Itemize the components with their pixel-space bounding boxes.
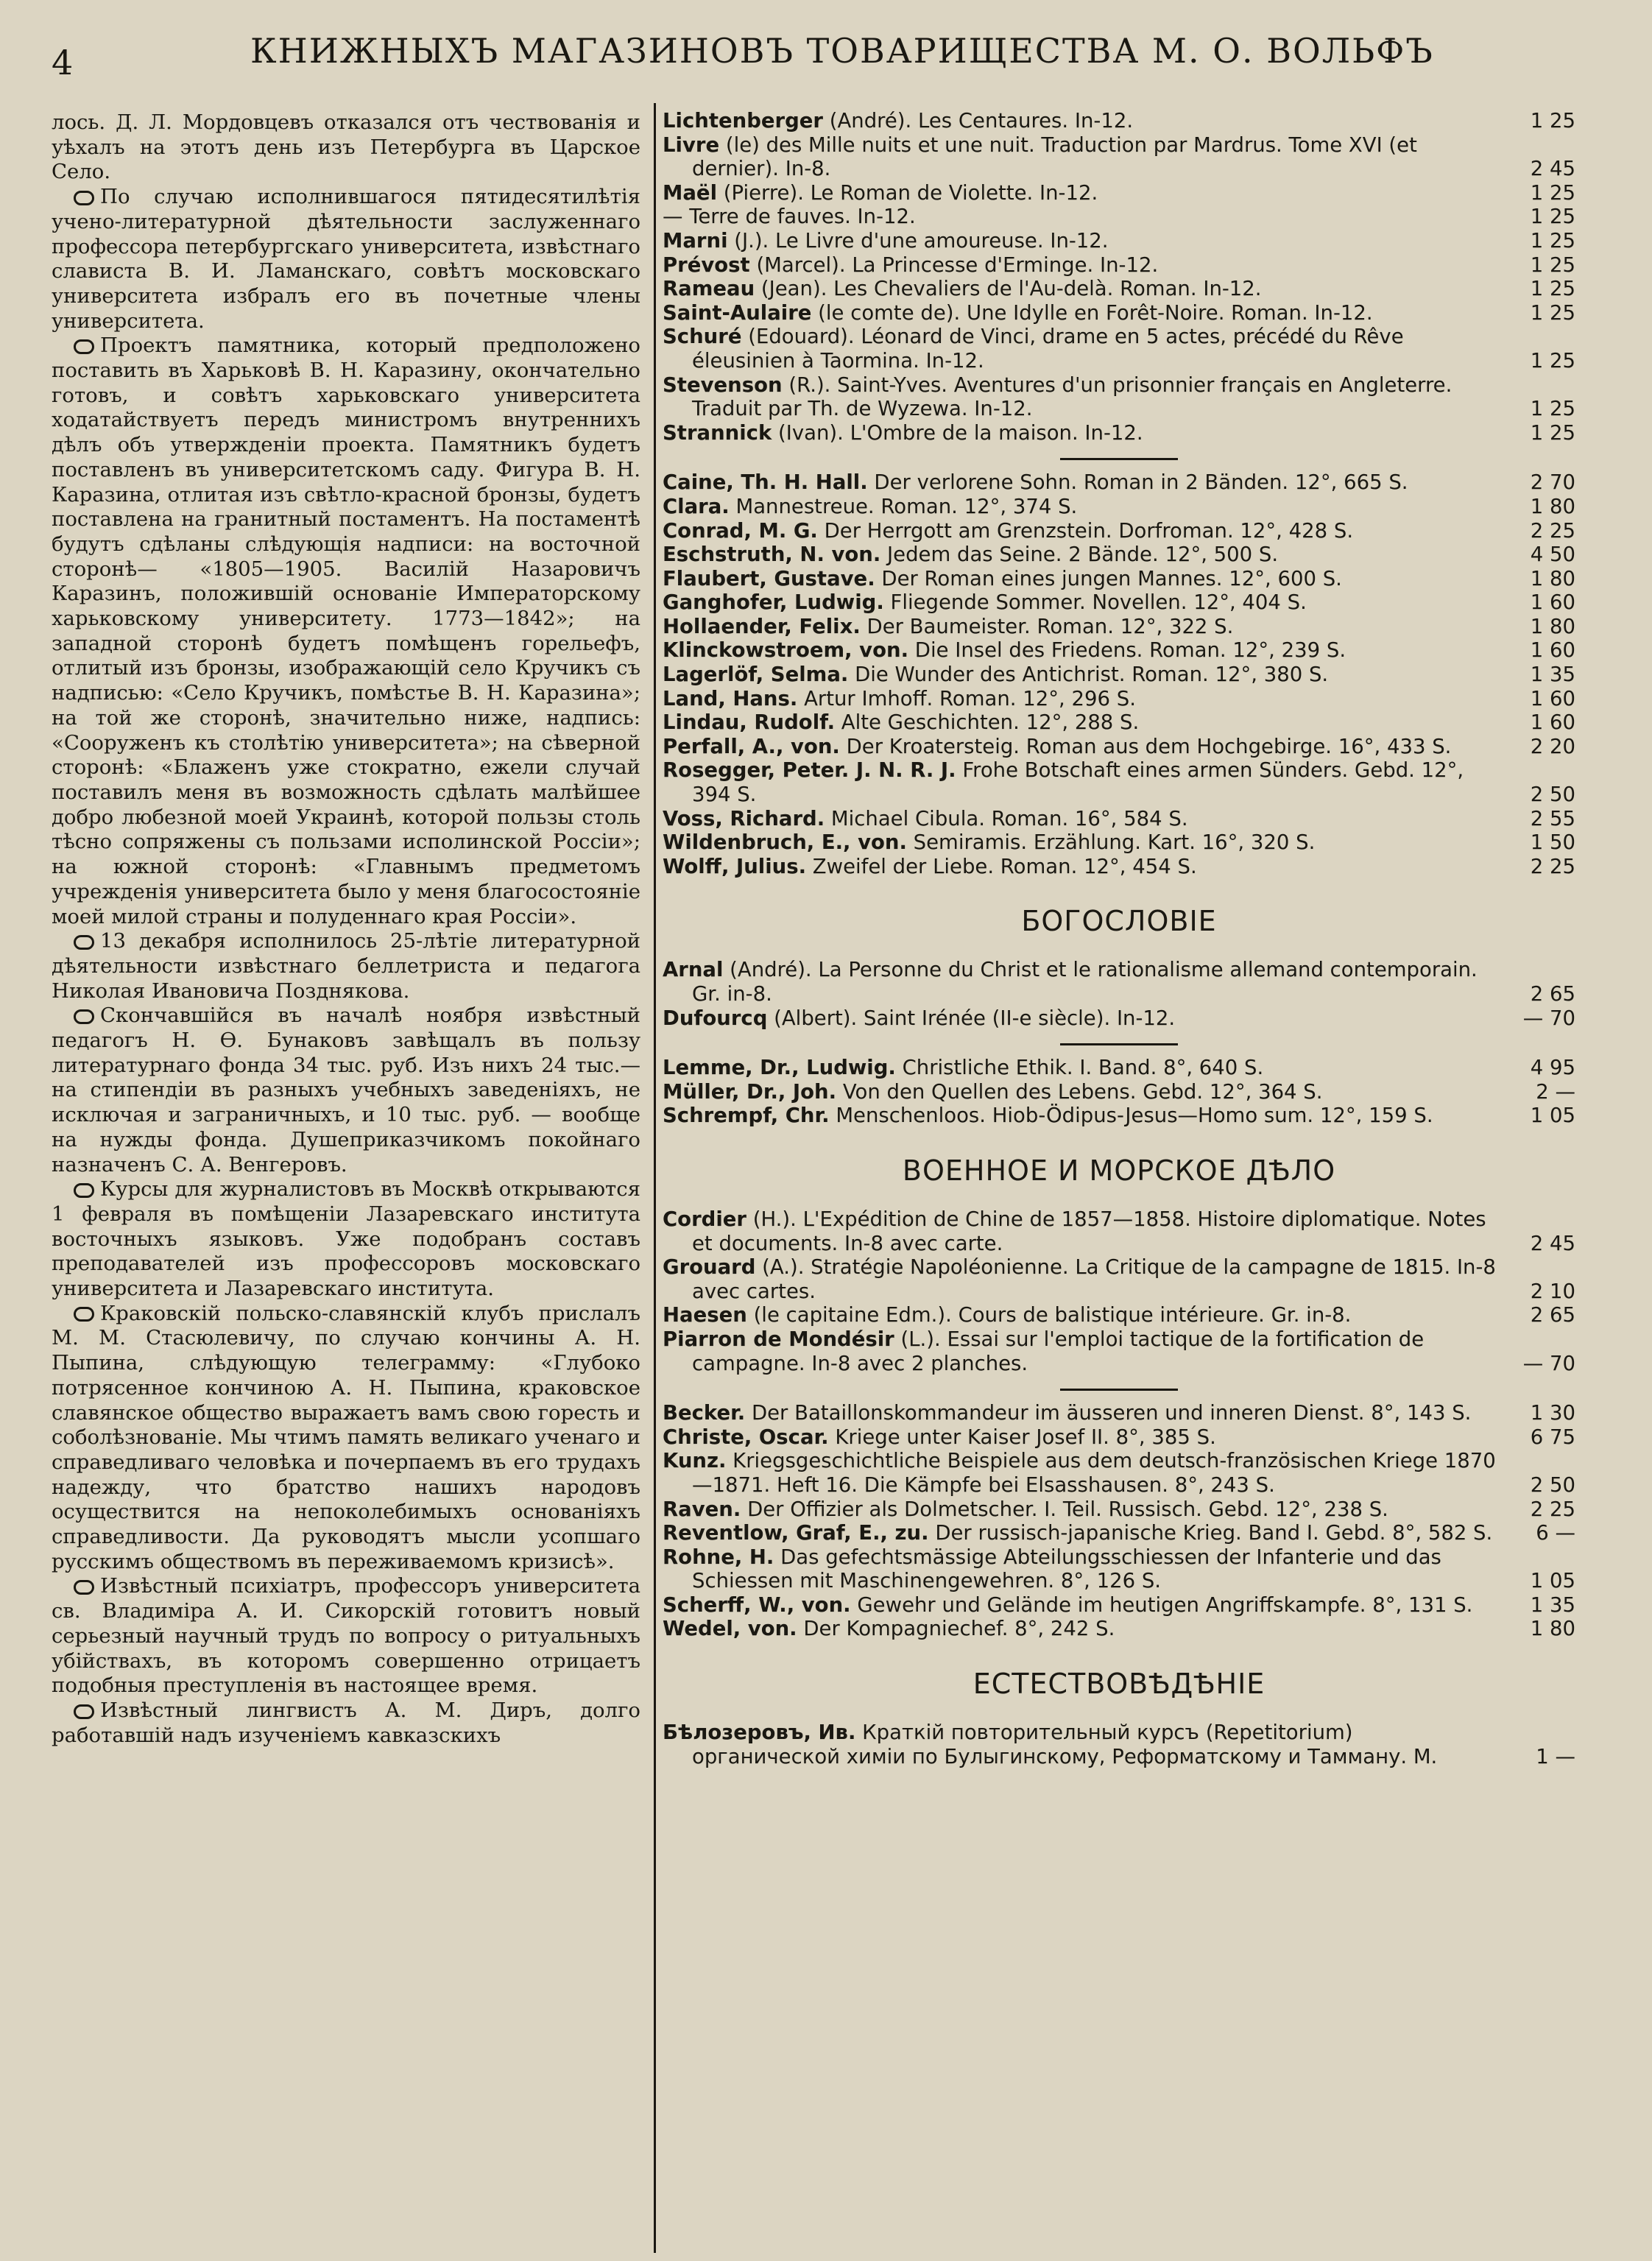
section-heading: БОГОСЛОВІЕ — [1021, 905, 1217, 938]
entry-author: Lichtenberger — [663, 109, 823, 133]
entry-author: Flaubert, Gustave. — [663, 566, 875, 590]
entry-text — [663, 1303, 1575, 1327]
entry-author: Schrempf, Chr. — [663, 1104, 830, 1128]
news-column — [52, 110, 640, 1748]
entry-title: (le) des Mille nuits et une nuit. Traduction par Mardrus. Tome XVI (et dernier). In-8. — [692, 133, 1417, 181]
paragraph-text: лось. Д. Л. Мордовцевъ отказался отъ чествованія и уѣхалъ на этотъ день изъ Петербурга въ Царское Село. — [52, 110, 640, 184]
entry-title: Der Kompagniechef. 8°, 242 S. — [797, 1617, 1115, 1641]
entry-author: Strannick — [663, 420, 772, 445]
entry-text — [663, 1104, 1575, 1128]
entry-title: (A.). Stratégie Napoléonienne. La Critique de la campagne de 1815. In-8 avec cartes. — [692, 1255, 1496, 1303]
entry-author: Dufourcq — [663, 1006, 768, 1030]
entry-author: Lagerlöf, Selma. — [663, 663, 849, 687]
catalog-entry — [663, 1207, 1575, 1255]
entry-text — [663, 253, 1575, 278]
entry-author: Grouard — [663, 1255, 756, 1280]
entry-text — [663, 590, 1575, 615]
entry-text — [663, 1617, 1575, 1641]
entry-text — [663, 277, 1575, 301]
entry-author: Scherff, W., von. — [663, 1592, 851, 1617]
entry-author: Бѣлозеровъ, Ив. — [663, 1721, 856, 1745]
catalog-entry — [663, 325, 1575, 373]
separator-rule — [1060, 1389, 1178, 1391]
entry-text — [663, 1545, 1575, 1593]
entry-price: 2 55 — [1530, 806, 1575, 830]
entry-text — [663, 807, 1575, 831]
entry-price: 1 35 — [1530, 1592, 1575, 1617]
catalog-entry — [663, 181, 1575, 205]
entry-title: Die Wunder des Antichrist. Roman. 12°, 380 S. — [848, 663, 1329, 687]
entry-price: 1 25 — [1530, 205, 1575, 229]
paragraph-marker-icon — [74, 1307, 94, 1322]
paragraph-text: Скончавшійся въ началѣ ноября извѣстный педагогъ Н. Ѳ. Бунаковъ завѣщалъ въ пользу литературнаго фонда 34 тыс. руб. Изъ нихъ 24 тыс.—на стипендіи въ разныхъ учебныхъ заведеніяхъ, не исключая и заграничныхъ, и 10 тыс. руб. — вообще на нужды фонда. Душеприказчикомъ покойнаго назначенъ С. А. Венгеровъ. — [52, 1003, 640, 1177]
catalog-column — [663, 109, 1575, 1768]
catalog-entry — [663, 495, 1575, 519]
entry-text — [663, 710, 1575, 735]
entry-price: 1 25 — [1530, 420, 1575, 445]
entry-title: (Edouard). Léonard de Vinci, drame en 5 actes, précédé du Rêve éleusinien à Taormina. In-12. — [692, 325, 1404, 373]
entry-price: 2 50 — [1530, 1472, 1575, 1497]
entry-text — [663, 1401, 1575, 1425]
entry-price: 2 25 — [1530, 518, 1575, 543]
entry-price: 1 60 — [1530, 590, 1575, 615]
section-heading: ЕСТЕСТВОВѢДѢНІЕ — [973, 1668, 1266, 1701]
entry-title: Mannestreue. Roman. 12°, 374 S. — [729, 494, 1078, 518]
entry-price: 2 25 — [1530, 1497, 1575, 1521]
entry-author: Rameau — [663, 277, 755, 301]
entry-text — [663, 205, 1575, 229]
entry-author: Lindau, Rudolf. — [663, 710, 836, 735]
catalog-entry — [663, 615, 1575, 639]
catalog-entry — [663, 1498, 1575, 1522]
catalog-entry — [663, 205, 1575, 229]
entry-text — [663, 758, 1575, 806]
entry-author: Eschstruth, N. von. — [663, 543, 881, 567]
entry-price: 2 25 — [1530, 854, 1575, 878]
entry-title: (Jean). Les Chevaliers de l'Au-delà. Roman. In-12. — [755, 277, 1262, 301]
entry-title: (André). La Personne du Christ et le rationalisme allemand contemporain. Gr. in-8. — [692, 958, 1478, 1006]
paragraph-marker-icon — [74, 339, 94, 354]
section-heading: ВОЕННОЕ И МОРСКОЕ ДѢЛО — [902, 1154, 1336, 1187]
entry-text — [663, 1255, 1575, 1303]
entry-text — [663, 495, 1575, 519]
entry-text — [663, 109, 1575, 133]
paragraph-marker-icon — [74, 1580, 94, 1595]
entry-author: Wedel, von. — [663, 1617, 797, 1641]
entry-author: Voss, Richard. — [663, 806, 825, 830]
entry-price: 2 65 — [1530, 1303, 1575, 1327]
entry-text — [663, 1721, 1575, 1768]
entry-price: 4 50 — [1530, 543, 1575, 567]
entry-author: Conrad, M. G. — [663, 518, 818, 543]
entry-title: Der Herrgott am Grenzstein. Dorfroman. 12°, 428 S. — [817, 518, 1354, 543]
paragraph-text: Проектъ памятника, который предположено поставить въ Харьковѣ В. Н. Каразину, окончательно готовъ, и совѣтъ харьковскаго университета ходатайствуетъ передъ министромъ внутреннихъ дѣлъ объ утвержденіи проекта. Памятникъ будетъ поставленъ въ университетскомъ саду. Фигура В. Н. Каразина, отлитая изъ свѣтло-красной бронзы, будетъ поставлена на гранитный постаментъ. На постаментѣ будутъ сдѣланы слѣдующія надписи: на восточной сторонѣ— «1805—1905. Василій Назаровичъ Каразинъ, положившій основаніе Императорскому харьковскому университету. 1773—1842»; на западной сторонѣ будетъ помѣщенъ горельефъ, отлитый изъ бронзы, изображающій село Кручикъ съ надписью: «Село Кручикъ, помѣстье В. Н. Каразина»; на той же сторонѣ, значительно ниже, надпись: «Сооруженъ къ столѣтію университета»; на сѣверной сторонѣ: «Блаженъ уже стократно, ежели случай поставилъ меня въ возможность сдѣлать малѣйшее добро любезной моей Украинѣ, которой пользы столь тѣсно сопряжены съ пользами исполинской Россіи»; на южной сторонѣ: «Главнымъ предметомъ учрежденія университета было у меня благосостояніе моей милой страны и полуденнаго края Россіи». — [52, 334, 640, 928]
catalog-entry — [663, 1080, 1575, 1104]
catalog-entry — [663, 1255, 1575, 1303]
entry-price: 1 60 — [1530, 686, 1575, 710]
entry-author: Maël — [663, 180, 718, 205]
entry-text — [663, 301, 1575, 325]
catalog-entry — [663, 1449, 1575, 1497]
entry-title: Frohe Botschaft eines armen Sünders. Gebd. 12°, 394 S. — [692, 758, 1464, 807]
catalog-entry — [663, 710, 1575, 735]
catalog-entry — [663, 301, 1575, 325]
entry-price: 1 80 — [1530, 614, 1575, 638]
entry-title: (J.). Le Livre d'une amoureuse. In-12. — [727, 228, 1109, 253]
catalog-entry — [663, 1425, 1575, 1450]
catalog-entry — [663, 109, 1575, 133]
entry-title: Jedem das Seine. 2 Bände. 12°, 500 S. — [880, 543, 1279, 567]
entry-text — [663, 638, 1575, 663]
entry-author: Clara. — [663, 494, 730, 518]
entry-price: 2 45 — [1530, 157, 1575, 181]
entry-author: Klinckowstroem, von. — [663, 638, 909, 663]
catalog-entry — [663, 373, 1575, 421]
entry-text — [663, 421, 1575, 445]
entry-price: 1 25 — [1530, 277, 1575, 301]
entry-author: Rosegger, Peter. J. N. R. J. — [663, 758, 956, 783]
catalog-entry — [663, 1104, 1575, 1128]
news-paragraph — [52, 1699, 640, 1748]
entry-text — [663, 1207, 1575, 1255]
news-paragraph — [52, 185, 640, 334]
entry-title: Der verlorene Sohn. Roman in 2 Bänden. 12°, 665 S. — [867, 470, 1408, 495]
entry-author: Land, Hans. — [663, 686, 798, 710]
entry-title: Der Bataillonskommandeur im äusseren und inneren Dienst. 8°, 143 S. — [745, 1401, 1472, 1425]
entry-author: Haesen — [663, 1303, 747, 1327]
entry-price: 1 30 — [1530, 1401, 1575, 1425]
entry-text — [663, 735, 1575, 759]
entry-title: Fliegende Sommer. Novellen. 12°, 404 S. — [883, 590, 1307, 615]
paragraph-marker-icon — [74, 1183, 94, 1198]
entry-title: Die Insel des Friedens. Roman. 12°, 239 S. — [908, 638, 1346, 663]
entry-price: 1 25 — [1530, 228, 1575, 253]
catalog-entry — [663, 253, 1575, 278]
entry-price: 4 95 — [1530, 1056, 1575, 1080]
catalog-entry — [663, 470, 1575, 495]
catalog-entry — [663, 830, 1575, 855]
catalog-entry — [663, 1006, 1575, 1031]
entry-title: Der Kroatersteig. Roman aus dem Hochgebirge. 16°, 433 S. — [839, 734, 1452, 758]
paragraph-text: По случаю исполнившагося пятидесятилѣтія учено-литературной дѣятельности заслуженнаго профессора петербургскаго университета, извѣстнаго слависта В. И. Ламанскаго, совѣтъ московскаго университета избралъ его въ почетные члены университета. — [52, 185, 640, 333]
entry-title: (Pierre). Le Roman de Violette. In-12. — [717, 180, 1098, 205]
paragraph-marker-icon — [74, 1009, 94, 1024]
catalog-entry — [663, 277, 1575, 301]
catalog-entry — [663, 133, 1575, 181]
catalog-entry — [663, 855, 1575, 879]
entry-text — [663, 830, 1575, 855]
entry-author: Reventlow, Graf, E., zu. — [663, 1521, 929, 1545]
entry-title: Semiramis. Erzählung. Kart. 16°, 320 S. — [906, 830, 1316, 855]
entry-text — [663, 615, 1575, 639]
entry-title: Der Baumeister. Roman. 12°, 322 S. — [860, 614, 1234, 638]
entry-text — [663, 325, 1575, 373]
entry-title: Der Offizier als Dolmetscher. I. Teil. Russisch. Gebd. 12°, 238 S. — [741, 1497, 1388, 1521]
entry-title: Das gefechtsmässige Abteilungsschiessen der Infanterie und das Schiessen mit Maschinengewehren. 8°, 126 S. — [692, 1545, 1441, 1593]
entry-author: Hollaender, Felix. — [663, 614, 861, 638]
paragraph-text: Курсы для журналистовъ въ Москвѣ открываются 1 февраля въ помѣщеніи Лазаревскаго института восточныхъ языковъ. Уже подобранъ составъ преподавателей изъ профессоровъ московскаго университета и Лазаревскаго института. — [52, 1177, 640, 1301]
entry-price: 2 — — [1536, 1079, 1575, 1104]
catalog-entry — [663, 638, 1575, 663]
entry-title: Der russisch-japanische Krieg. Band I. Gebd. 8°, 582 S. — [928, 1521, 1493, 1545]
entry-text — [663, 1521, 1575, 1545]
news-paragraph — [52, 334, 640, 929]
entry-author: Wildenbruch, E., von. — [663, 830, 907, 855]
catalog-entry — [663, 229, 1575, 253]
page-number: 4 — [52, 43, 74, 82]
catalog-entry — [663, 663, 1575, 687]
entry-title: Der Roman eines jungen Mannes. 12°, 600 S. — [875, 566, 1342, 590]
catalog-entry — [663, 421, 1575, 445]
entry-author: Müller, Dr., Joh. — [663, 1079, 837, 1104]
entry-price: 1 25 — [1530, 300, 1575, 325]
entry-price: 1 50 — [1530, 830, 1575, 855]
entry-price: 6 75 — [1530, 1425, 1575, 1449]
paragraph-text: Краковскій польско-славянскій клубъ прислалъ М. М. Стасюлевичу, по случаю кончины А. Н. Пыпина, слѣдующую телеграмму: «Глубоко потрясенное кончиною А. Н. Пыпина, краковское славянское общество выражаетъ вамъ свою горесть и соболѣзнованіе. Мы чтимъ память великаго ученаго и справедливаго человѣка и почерпаемъ въ его трудахъ надежду, что братство нашихъ народовъ осуществится на непоколебимыхъ основаніяхъ справедливости. Да руководятъ мысли усопшаго русскимъ обществомъ въ переживаемомъ кризисѣ». — [52, 1301, 640, 1573]
entry-price: 1 80 — [1530, 494, 1575, 518]
entry-author: Lemme, Dr., Ludwig. — [663, 1056, 896, 1080]
entry-text — [663, 519, 1575, 543]
paragraph-text: Извѣстный психіатръ, профессоръ университета св. Владиміра А. И. Сикорскій готовитъ новый серьезный научный трудъ по вопросу о ритуальныхъ убійствахъ, въ которомъ совершенно отрицаетъ подобныя преступленія въ настоящее время. — [52, 1574, 640, 1698]
entry-text — [663, 567, 1575, 591]
entry-author: Livre — [663, 133, 720, 157]
entry-author: Rohne, H. — [663, 1545, 774, 1569]
entry-price: 1 25 — [1530, 348, 1575, 373]
entry-author: Marni — [663, 228, 728, 253]
catalog-entry — [663, 1401, 1575, 1425]
catalog-entry — [663, 590, 1575, 615]
entry-title: (André). Les Centaures. In-12. — [823, 109, 1134, 133]
entry-title: Von den Quellen des Lebens. Gebd. 12°, 364 S. — [836, 1079, 1323, 1104]
entry-text — [663, 133, 1575, 181]
entry-title: (R.). Saint-Yves. Aventures d'un prisonnier français en Angleterre. Traduit par Th. de Wyzewa. In-12. — [692, 373, 1452, 421]
entry-author: Cordier — [663, 1207, 746, 1231]
entry-price: 1 80 — [1530, 566, 1575, 590]
entry-text — [663, 1498, 1575, 1522]
entry-title: Kriege unter Kaiser Josef II. 8°, 385 S. — [828, 1425, 1216, 1449]
catalog-entry — [663, 758, 1575, 806]
paragraph-marker-icon — [74, 935, 94, 950]
entry-text — [663, 687, 1575, 711]
entry-text — [663, 1080, 1575, 1104]
paragraph-text: Извѣстный лингвистъ А. М. Диръ, долго работавшій надъ изученіемъ кавказскихъ — [52, 1699, 640, 1747]
entry-text — [663, 1425, 1575, 1450]
entry-author: Caine, Th. H. Hall. — [663, 470, 868, 495]
entry-text — [663, 1006, 1575, 1031]
entry-price: 2 70 — [1530, 470, 1575, 495]
entry-price: 2 45 — [1530, 1231, 1575, 1255]
entry-author: Perfall, A., von. — [663, 734, 840, 758]
entry-price: 1 05 — [1530, 1104, 1575, 1128]
column-divider — [654, 103, 656, 2253]
entry-text — [663, 1593, 1575, 1618]
news-paragraph — [52, 1177, 640, 1302]
entry-price: 1 25 — [1530, 397, 1575, 421]
catalog-entry — [663, 1617, 1575, 1641]
entry-text — [663, 958, 1575, 1006]
entry-title: (le capitaine Edm.). Cours de balistique intérieure. Gr. in-8. — [746, 1303, 1352, 1327]
entry-title: Gewehr und Gelände im heutigen Angriffskampfe. 8°, 131 S. — [850, 1592, 1473, 1617]
entry-author: Wolff, Julius. — [663, 854, 807, 878]
catalog-entry — [663, 1593, 1575, 1618]
entry-author: Kunz. — [663, 1449, 727, 1473]
separator-rule — [1060, 1043, 1178, 1045]
entry-price: 6 — — [1536, 1521, 1575, 1545]
entry-text — [663, 373, 1575, 421]
entry-text — [663, 855, 1575, 879]
entry-title: (le comte de). Une Idylle en Forêt-Noire. Roman. In-12. — [811, 300, 1373, 325]
entry-price: 1 60 — [1530, 638, 1575, 663]
catalog-entry — [663, 1545, 1575, 1593]
entry-author: Stevenson — [663, 373, 783, 397]
entry-price: 2 50 — [1530, 783, 1575, 807]
entry-price: 1 25 — [1530, 109, 1575, 133]
entry-author: Becker. — [663, 1401, 746, 1425]
entry-title: Menschenloos. Hiob-Ödipus-Jesus—Homo sum. 12°, 159 S. — [829, 1104, 1433, 1128]
entry-author: Saint-Aulaire — [663, 300, 812, 325]
separator-rule — [1060, 458, 1178, 460]
paragraph-text: 13 декабря исполнилось 25-лѣтіе литературной дѣятельности извѣстнаго беллетриста и педагога Николая Ивановича Позднякова. — [52, 929, 640, 1003]
entry-author: Schuré — [663, 325, 742, 349]
catalog-entry — [663, 567, 1575, 591]
page-title: КНИЖНЫХЪ МАГАЗИНОВЪ ТОВАРИЩЕСТВА М. О. ВОЛЬФЪ — [250, 31, 1434, 71]
entry-text — [663, 1056, 1575, 1080]
entry-title: (Marcel). La Princesse d'Erminge. In-12. — [749, 253, 1159, 277]
catalog-entry — [663, 1521, 1575, 1545]
catalog-entry — [663, 1327, 1575, 1375]
entry-price: 1 60 — [1530, 710, 1575, 735]
catalog-entry — [663, 958, 1575, 1006]
entry-title: Artur Imhoff. Roman. 12°, 296 S. — [797, 686, 1136, 710]
entry-title: Michael Cibula. Roman. 16°, 584 S. — [825, 806, 1188, 830]
entry-author: Christe, Oscar. — [663, 1425, 829, 1449]
entry-author: Arnal — [663, 958, 724, 982]
entry-title: — Terre de fauves. In-12. — [663, 205, 916, 229]
entry-price: — 70 — [1522, 1006, 1575, 1030]
entry-text — [663, 229, 1575, 253]
entry-price: 1 80 — [1530, 1617, 1575, 1641]
catalog-entry — [663, 807, 1575, 831]
entry-author: Prévost — [663, 253, 750, 277]
catalog-entry — [663, 1056, 1575, 1080]
entry-title: Zweifel der Liebe. Roman. 12°, 454 S. — [806, 854, 1197, 878]
entry-price: 2 65 — [1530, 982, 1575, 1006]
entry-title: Краткій повторительный курсъ (Repetitorium) органической химіи по Булыгинскому, Реформатскому и Тамману. М. — [692, 1721, 1438, 1768]
entry-price: 1 — — [1536, 1744, 1575, 1768]
entry-price: 2 20 — [1530, 734, 1575, 758]
entry-price: — 70 — [1522, 1351, 1575, 1375]
catalog-entry — [663, 543, 1575, 567]
entry-title: (H.). L'Expédition de Chine de 1857—1858. Histoire diplomatique. Notes et documents. In-8 avec carte. — [692, 1207, 1486, 1255]
news-paragraph — [52, 929, 640, 1003]
paragraph-marker-icon — [74, 191, 94, 205]
catalog-entry — [663, 1303, 1575, 1327]
entry-text — [663, 470, 1575, 495]
entry-text — [663, 663, 1575, 687]
catalog-entry — [663, 1721, 1575, 1768]
news-paragraph — [52, 1574, 640, 1699]
catalog-entry — [663, 519, 1575, 543]
entry-price: 1 35 — [1530, 663, 1575, 687]
entry-title: Kriegsgeschichtliche Beispiele aus dem deutsch-französischen Kriege 1870—1871. Heft 16. Die Kämpfe bei Elsasshausen. 8°, 243 S. — [692, 1449, 1496, 1497]
news-paragraph — [52, 110, 640, 185]
entry-text — [663, 181, 1575, 205]
entry-title: Christliche Ethik. I. Band. 8°, 640 S. — [895, 1056, 1264, 1080]
entry-price: 1 25 — [1530, 180, 1575, 205]
news-paragraph — [52, 1003, 640, 1177]
page-header — [44, 28, 1612, 87]
entry-title: Alte Geschichten. 12°, 288 S. — [835, 710, 1140, 735]
entry-text — [663, 1449, 1575, 1497]
paragraph-marker-icon — [74, 1704, 94, 1719]
entry-title: (L.). Essai sur l'emploi tactique de la fortification de campagne. In-8 avec 2 planches. — [692, 1327, 1425, 1375]
entry-price: 2 10 — [1530, 1279, 1575, 1303]
entry-price: 1 05 — [1530, 1569, 1575, 1593]
entry-title: (Albert). Saint Irénée (II-e siècle). In-12. — [767, 1006, 1176, 1030]
entry-author: Raven. — [663, 1497, 741, 1521]
entry-author: Piarron de Mondésir — [663, 1327, 894, 1351]
news-paragraph — [52, 1302, 640, 1575]
entry-title: (Ivan). L'Ombre de la maison. In-12. — [772, 420, 1143, 445]
entry-text — [663, 1327, 1575, 1375]
entry-author: Ganghofer, Ludwig. — [663, 590, 884, 615]
catalog-entry — [663, 735, 1575, 759]
catalog-entry — [663, 687, 1575, 711]
entry-price: 1 25 — [1530, 253, 1575, 277]
entry-text — [663, 543, 1575, 567]
